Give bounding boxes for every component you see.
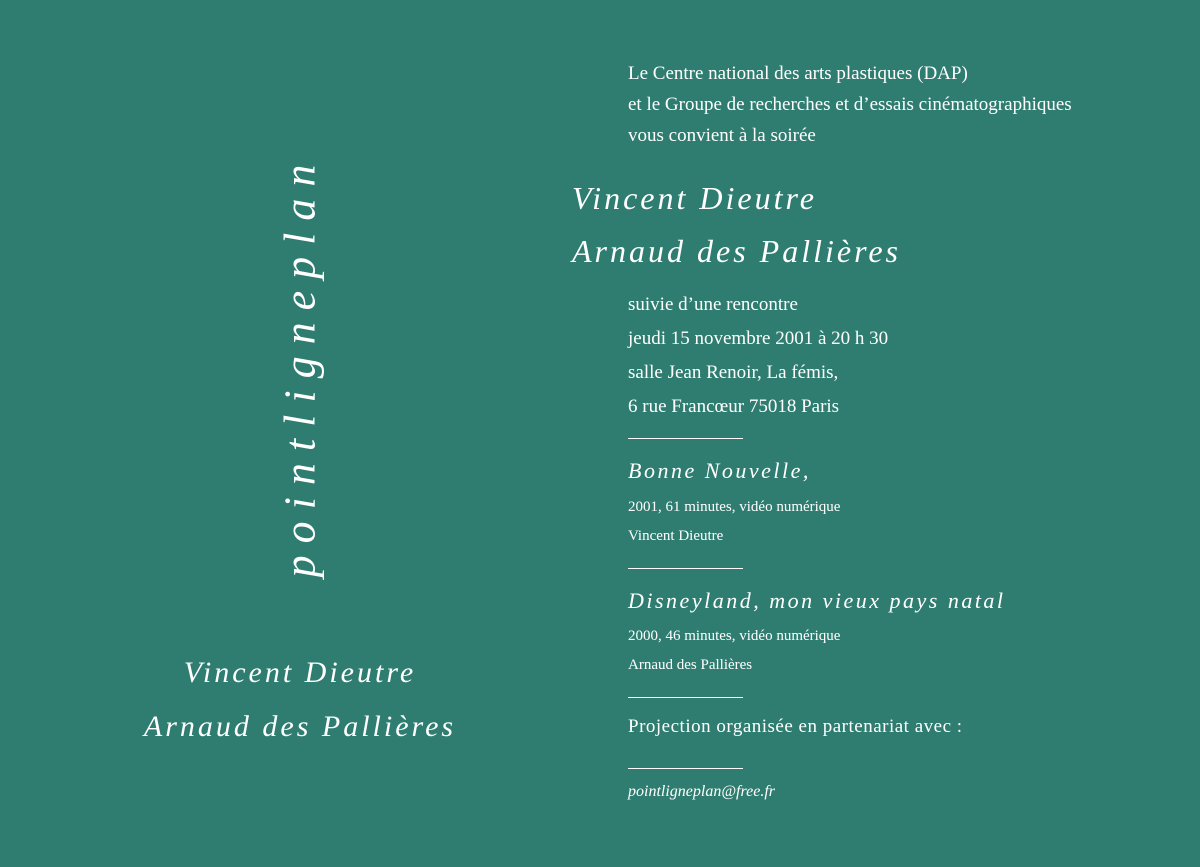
detail-date: jeudi 15 novembre 2001 à 20 h 30 [628,328,889,349]
left-name-1: Vincent Dieutre [183,656,417,689]
film-info-1: 2001, 61 minutes, vidéo numérique [628,499,841,515]
detail-line-1: suivie d’une rencontre [628,294,798,315]
featured-name-1: Vincent Dieutre [572,180,817,216]
divider-1 [628,438,743,439]
detail-venue: salle Jean Renoir, La fémis, [628,362,839,383]
email-link[interactable]: pointligneplan@free.fr [628,783,775,800]
featured-names [572,172,901,278]
intro-text [628,58,1072,151]
left-name-2: Arnaud des Pallières [143,710,457,743]
film-title-2: Disneyland, mon vieux pays natal [628,588,1006,613]
film-info-2: 2000, 46 minutes, vidéo numérique [628,628,841,644]
left-names [144,646,456,754]
intro-line-2: et le Groupe de recherches et d’essais cinématographiques [628,94,1072,115]
film-meta-1 [628,493,840,551]
film-director-1: Vincent Dieutre [628,528,724,544]
featured-name-2: Arnaud des Pallières [572,233,901,269]
film-meta-2 [628,622,840,680]
intro-line-3: vous convient à la soirée [628,125,816,146]
intro-line-1: Le Centre national des arts plastiques (DAP) [628,63,968,84]
divider-4 [628,768,743,769]
divider-2 [628,568,743,569]
film-title-1: Bonne Nouvelle, [628,458,811,483]
film-director-2: Arnaud des Pallières [628,657,753,673]
vertical-title: pointligneplan [275,152,325,578]
event-details [628,288,888,424]
divider-3 [628,697,743,698]
partner-text: Projection organisée en partenariat avec : [628,716,963,737]
detail-address: 6 rue Francœur 75018 Paris [628,396,840,417]
